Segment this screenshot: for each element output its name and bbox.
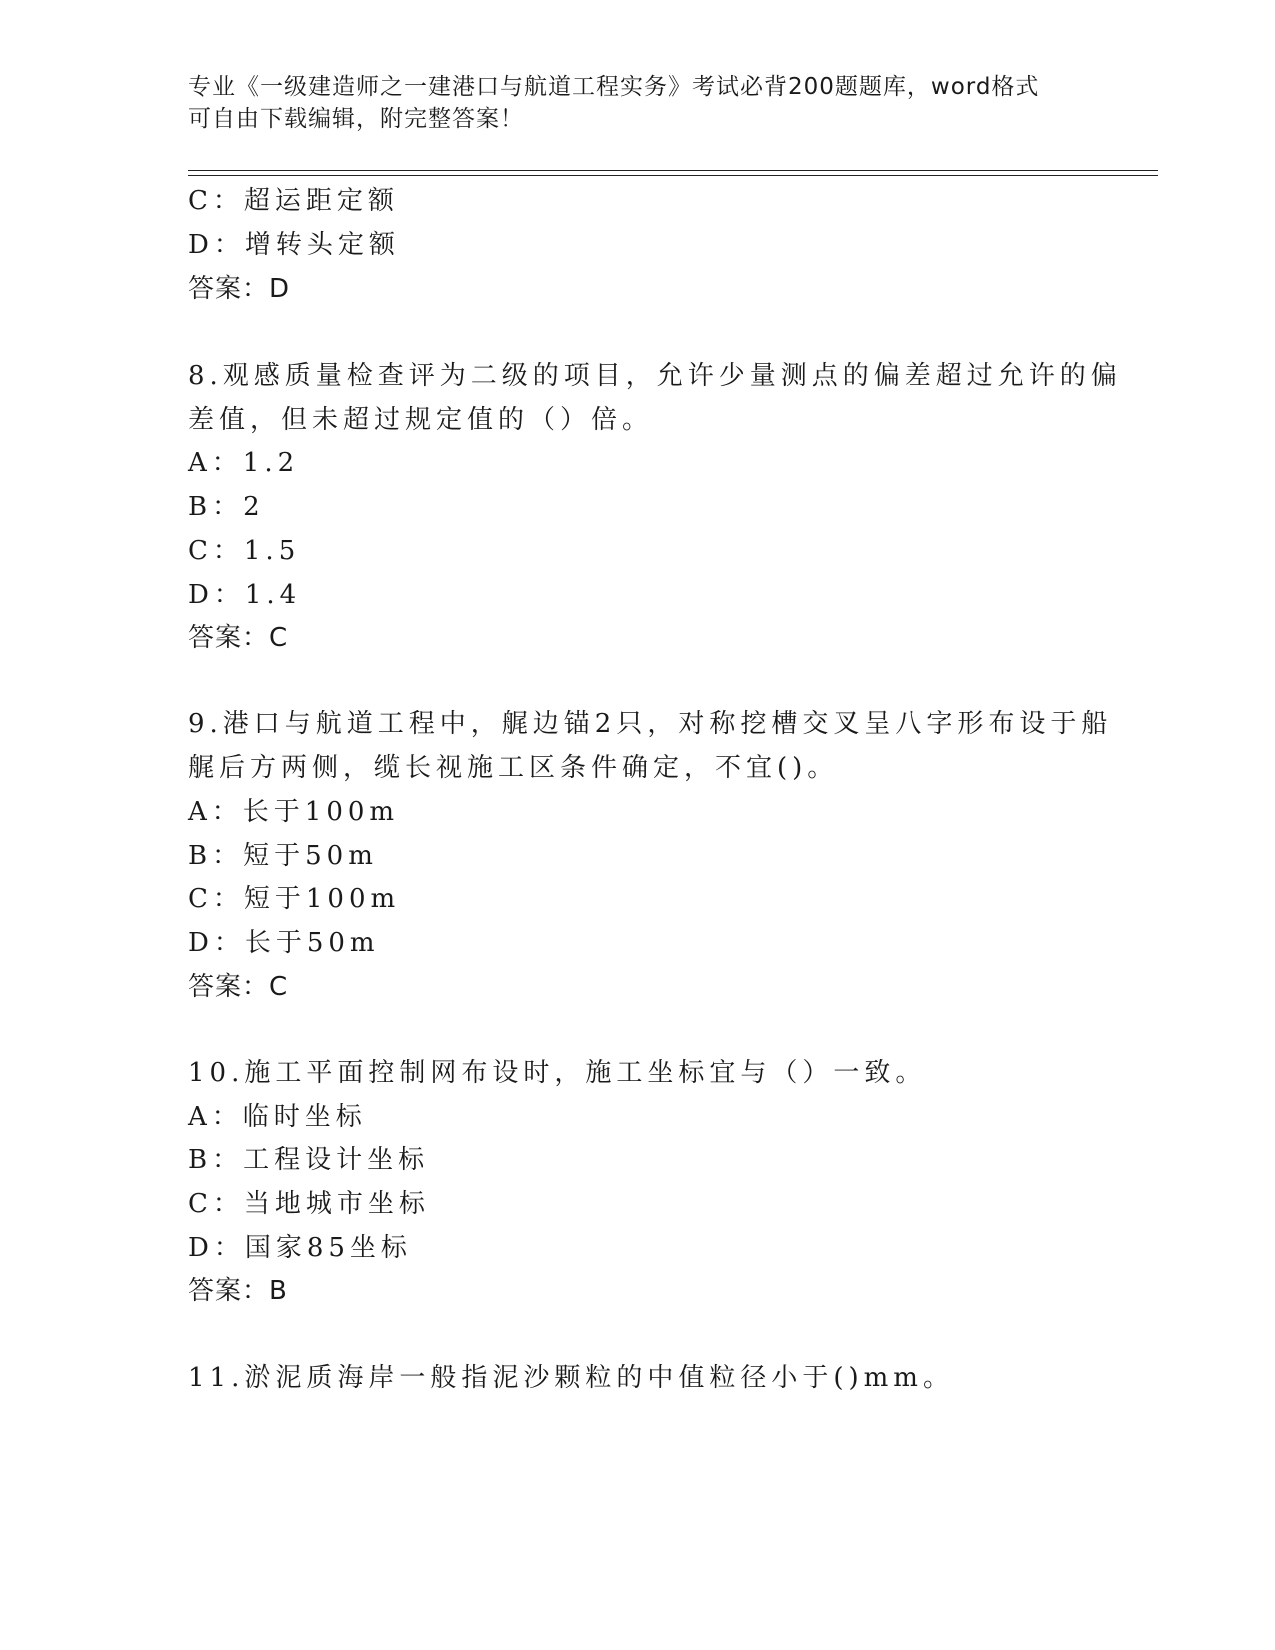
q8-option-b: B：2: [188, 492, 265, 522]
header-title-line-1: 专业《一级建造师之一建港口与航道工程实务》考试必背200题题库，word格式: [188, 74, 1040, 100]
q9-stem-line-1: 9.港口与航道工程中，艉边锚2只，对称挖槽交叉呈八字形布设于船: [188, 709, 1113, 739]
q10-option-d: D：国家85坐标: [188, 1233, 412, 1263]
header-rule-top: [188, 170, 1158, 171]
q9-answer: 答案：C: [188, 972, 289, 1002]
q8-answer: 答案：C: [188, 623, 289, 653]
q11-stem-line-1: 11.淤泥质海岸一般指泥沙颗粒的中值粒径小于()mm。: [188, 1363, 954, 1393]
q8-option-a: A：1.2: [188, 448, 300, 478]
header-rule-bottom: [188, 175, 1158, 176]
q7-answer: 答案：D: [188, 274, 291, 304]
header-title-line-2: 可自由下载编辑，附完整答案！: [188, 106, 524, 132]
q8-stem-line-2: 差值，但未超过规定值的（）倍。: [188, 405, 654, 435]
q7-option-c: C：超运距定额: [188, 186, 399, 216]
q10-option-b: B：工程设计坐标: [188, 1145, 430, 1175]
q9-option-a: A：长于100m: [188, 797, 400, 827]
q10-option-a: A：临时坐标: [188, 1102, 367, 1132]
q9-option-c: C：短于100m: [188, 884, 401, 914]
q9-option-d: D：长于50m: [188, 928, 380, 958]
q9-option-b: B：短于50m: [188, 841, 378, 871]
q9-stem-line-2: 艉后方两侧，缆长视施工区条件确定，不宜()。: [188, 753, 839, 783]
q8-stem-line-1: 8.观感质量检查评为二级的项目，允许少量测点的偏差超过允许的偏: [188, 361, 1122, 391]
q7-option-d: D：增转头定额: [188, 230, 400, 260]
q10-stem-line-1: 10.施工平面控制网布设时，施工坐标宜与（）一致。: [188, 1058, 927, 1088]
q10-answer: 答案：B: [188, 1276, 288, 1306]
q8-option-c: C：1.5: [188, 536, 301, 566]
q10-option-c: C：当地城市坐标: [188, 1189, 430, 1219]
q8-option-d: D：1.4: [188, 580, 302, 610]
